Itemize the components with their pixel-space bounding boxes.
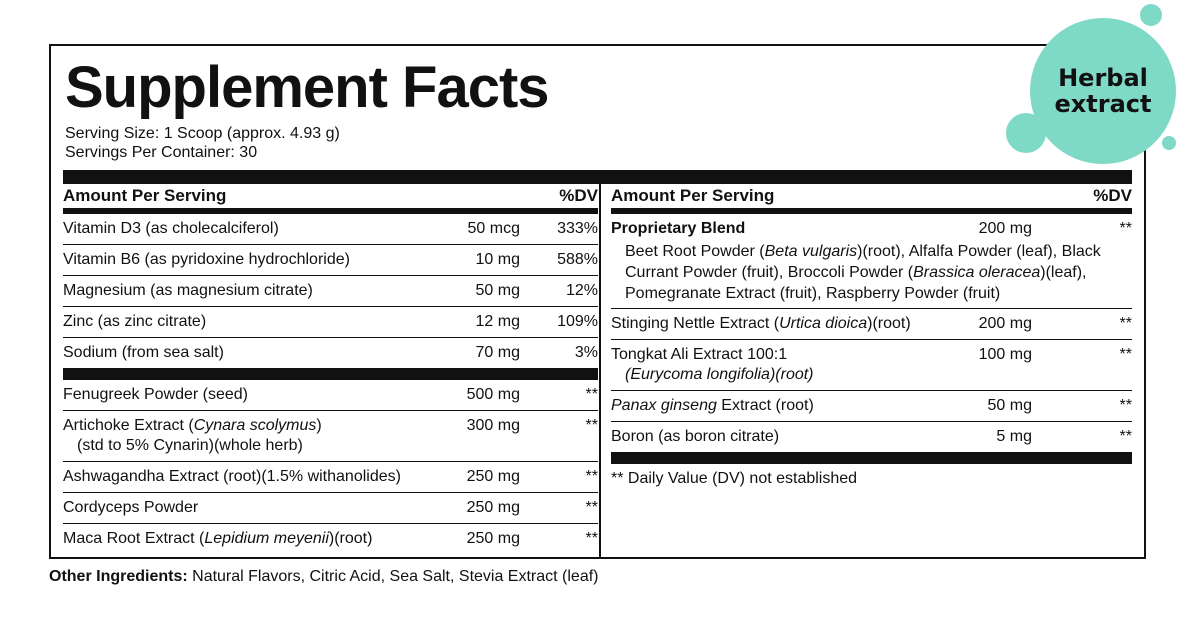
ingredient-name: Sodium (from sea salt): [63, 344, 224, 361]
table-row: [63, 411, 598, 462]
ingredient-amount: 250 mg: [466, 530, 520, 547]
table-row: [63, 462, 598, 493]
ingredient-dv: **: [585, 386, 598, 403]
name-part: Tongkat Ali Extract 100:1: [611, 346, 788, 363]
latin-name: (Eurycoma longifolia)(root): [625, 366, 814, 383]
table-row: [611, 309, 1132, 340]
badge-line-2: extract: [1054, 90, 1152, 118]
ingredient-amount: 500 mg: [466, 386, 520, 403]
table-row: [63, 338, 598, 368]
ingredient-name: [611, 396, 912, 416]
ingredient-amount: 200 mg: [978, 315, 1032, 332]
ingredient-name: Cordyceps Powder: [63, 499, 199, 516]
ingredient-name: Vitamin B6 (as pyridoxine hydrochloride): [63, 251, 350, 268]
column-divider: [599, 184, 601, 557]
ingredient-dv: **: [1119, 315, 1132, 332]
herbs-list: [63, 380, 598, 554]
ingredient-name: Ashwagandha Extract (root)(1.5% withanolides): [63, 468, 401, 485]
section-divider: [611, 452, 1132, 464]
table-row: [611, 422, 1132, 452]
ingredient-name: Zinc (as zinc citrate): [63, 313, 207, 330]
name-part: ): [316, 417, 322, 434]
blend-text: Beet Root Powder (: [625, 243, 765, 260]
ingredient-dv: **: [1119, 428, 1132, 445]
ingredient-dv: 12%: [565, 282, 598, 299]
other-ingredients-label: Other Ingredients:: [49, 568, 188, 585]
ingredient-amount: 50 mg: [987, 397, 1032, 414]
ingredient-amount: 12 mg: [475, 313, 520, 330]
supplement-facts-panel: [49, 44, 1146, 559]
panel-title: Supplement Facts: [65, 55, 549, 120]
table-row: [63, 245, 598, 276]
bubble-icon: [1140, 4, 1162, 26]
ingredient-dv: **: [585, 530, 598, 547]
ingredient-name: [611, 345, 912, 385]
ingredient-name: Vitamin D3 (as cholecalciferol): [63, 220, 279, 237]
ingredient-amount: 250 mg: [466, 468, 520, 485]
badge-line-1: Herbal: [1058, 64, 1148, 92]
amount-per-serving-label: Amount Per Serving: [63, 186, 227, 205]
dv-label: %DV: [1093, 186, 1132, 205]
ingredient-dv: **: [585, 468, 598, 485]
name-part: Extract (root): [716, 397, 814, 414]
ingredient-dv: **: [1119, 346, 1132, 363]
name-part: )(root): [328, 530, 373, 547]
ingredient-amount: 5 mg: [996, 428, 1032, 445]
table-row: [63, 493, 598, 524]
name-part: Stinging Nettle Extract (: [611, 315, 780, 332]
table-row: [63, 307, 598, 338]
table-row: [611, 391, 1132, 422]
ingredient-amount: 50 mg: [475, 282, 520, 299]
bubble-icon: [1162, 136, 1176, 150]
ingredient-amount: 70 mg: [475, 344, 520, 361]
table-row: [611, 340, 1132, 391]
ingredient-amount: 10 mg: [475, 251, 520, 268]
latin-name: Panax ginseng: [611, 397, 717, 414]
blend-ingredients: [611, 241, 1132, 309]
ingredient-amount: 50 mcg: [467, 220, 520, 237]
latin-name: Brassica oleracea: [913, 264, 1041, 281]
table-row: [63, 524, 598, 554]
thick-divider: [63, 170, 1132, 184]
ingredient-name: [63, 416, 428, 456]
latin-name: Cynara scolymus: [193, 417, 317, 434]
ingredient-name: Fenugreek Powder (seed): [63, 386, 248, 403]
blend-name: Proprietary Blend: [611, 220, 746, 237]
blend-text: )(root), Alfalfa Powder (leaf), Black Currant Powder (fruit), Broccoli Powder (: [625, 243, 1101, 281]
ingredient-dv: **: [1119, 397, 1132, 414]
blend-text: )(leaf), Pomegranate Extract (fruit), Raspberry Powder (fruit): [625, 264, 1087, 302]
left-column: [63, 184, 598, 553]
amount-per-serving-label: Amount Per Serving: [611, 186, 775, 205]
other-ingredients-text: Natural Flavors, Citric Acid, Sea Salt, Stevia Extract (leaf): [187, 568, 599, 585]
ingredient-dv: **: [585, 499, 598, 516]
ingredient-dv: 588%: [557, 251, 598, 268]
servings-per-container: Servings Per Container: 30: [65, 144, 258, 161]
ingredient-name: Magnesium (as magnesium citrate): [63, 282, 313, 299]
ingredient-name: [63, 529, 428, 549]
table-row: [63, 276, 598, 307]
ingredient-subtext: (std to 5% Cynarin)(whole herb): [77, 437, 303, 454]
ingredient-dv: 3%: [574, 344, 598, 361]
serving-info: [65, 124, 340, 162]
ingredient-dv: **: [585, 417, 598, 434]
table-row: [63, 380, 598, 411]
dv-label: %DV: [559, 186, 598, 205]
dv-footnote: ** Daily Value (DV) not established: [611, 470, 858, 487]
latin-name: Beta vulgaris: [764, 243, 858, 260]
section-divider: [63, 368, 598, 380]
ingredient-name: Boron (as boron citrate): [611, 428, 780, 445]
name-part: Artichoke Extract (: [63, 417, 194, 434]
name-part: Maca Root Extract (: [63, 530, 205, 547]
left-header: [63, 184, 598, 214]
ingredient-amount: 300 mg: [466, 417, 520, 434]
blend-row: [611, 214, 1132, 241]
blend-dv: **: [1119, 220, 1132, 237]
herbal-extract-badge: [1030, 18, 1176, 164]
blend-amount: 200 mg: [978, 220, 1032, 237]
ingredient-amount: 100 mg: [978, 346, 1032, 363]
other-ingredients: [49, 568, 599, 586]
ingredient-dv: 333%: [557, 220, 598, 237]
right-column: [611, 184, 1132, 553]
name-part: )(root): [867, 315, 911, 332]
latin-name: Lepidium meyenii: [204, 530, 329, 547]
right-header: [611, 184, 1132, 214]
vitamins-list: [63, 214, 598, 368]
ingredient-dv: 109%: [557, 313, 598, 330]
table-row: [63, 214, 598, 245]
ingredient-name: [611, 314, 912, 334]
serving-size: Serving Size: 1 Scoop (approx. 4.93 g): [65, 125, 340, 142]
ingredient-amount: 250 mg: [466, 499, 520, 516]
latin-name: Urtica dioica: [779, 315, 868, 332]
